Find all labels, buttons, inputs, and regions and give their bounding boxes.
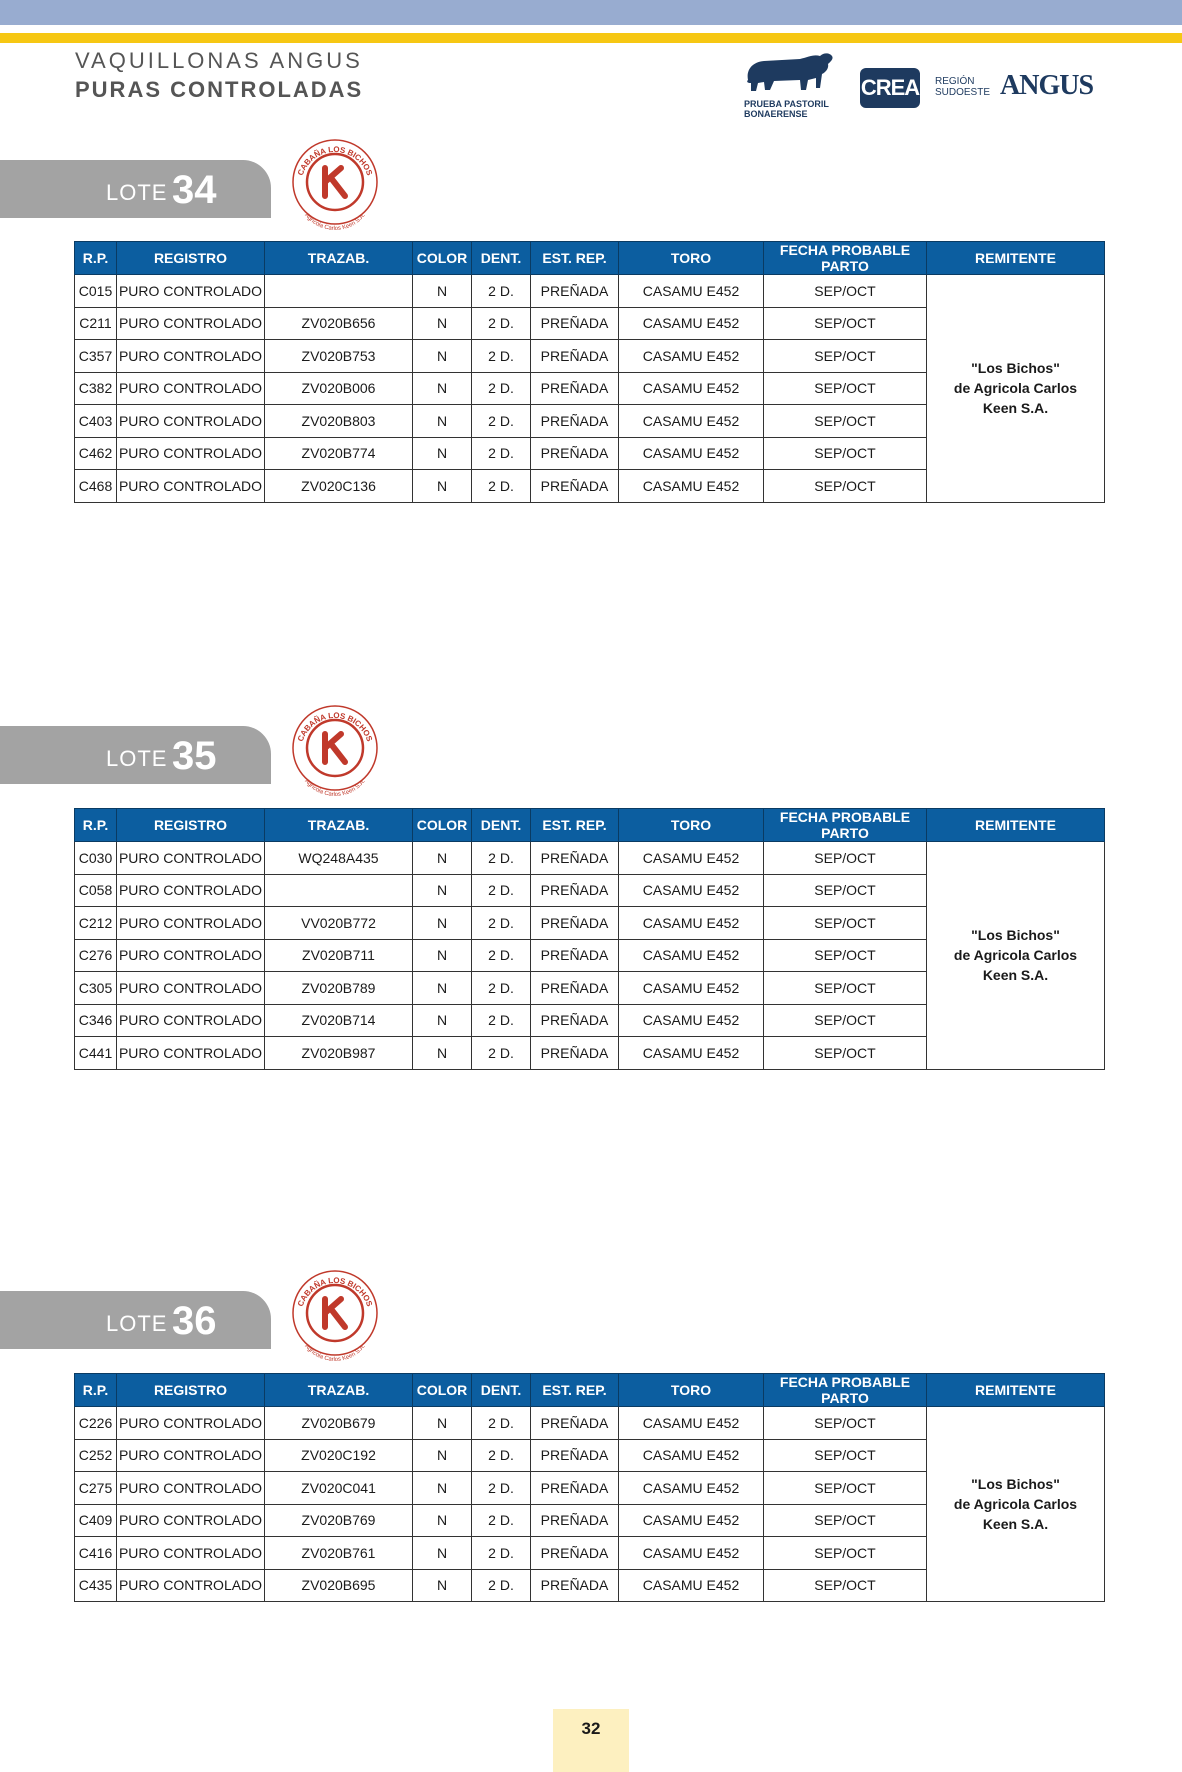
table-cell: 2 D. [472, 372, 531, 405]
table-cell: PREÑADA [531, 907, 619, 940]
table-cell: SEP/OCT [764, 1504, 927, 1537]
lot-table [74, 241, 1105, 503]
table-cell: SEP/OCT [764, 907, 927, 940]
table-cell: N [413, 340, 472, 373]
table-cell: PURO CONTROLADO [117, 907, 265, 940]
table-cell: C403 [75, 405, 117, 438]
lote-number: 34 [172, 168, 217, 212]
bull-logo-icon [740, 50, 836, 102]
column-header: TORO [619, 809, 764, 842]
column-header: REGISTRO [117, 809, 265, 842]
table-cell: C058 [75, 874, 117, 907]
table-cell: PURO CONTROLADO [117, 1472, 265, 1505]
table-cell: 2 D. [472, 842, 531, 875]
lote-label: LOTE [106, 1311, 168, 1336]
table-cell: CASAMU E452 [619, 1439, 764, 1472]
column-header: TORO [619, 242, 764, 275]
table-cell: 2 D. [472, 939, 531, 972]
table-cell: PURO CONTROLADO [117, 939, 265, 972]
table-cell: C015 [75, 275, 117, 308]
table-cell: PREÑADA [531, 1439, 619, 1472]
table-cell: C226 [75, 1407, 117, 1440]
page-number: 32 [581, 1719, 601, 1738]
table-cell: SEP/OCT [764, 1407, 927, 1440]
table-cell: C211 [75, 307, 117, 340]
table-cell: C346 [75, 1004, 117, 1037]
table-cell: SEP/OCT [764, 1004, 927, 1037]
table-cell: SEP/OCT [764, 842, 927, 875]
table-cell: CASAMU E452 [619, 1004, 764, 1037]
table-cell: ZV020B769 [265, 1504, 413, 1537]
table-cell: CASAMU E452 [619, 907, 764, 940]
table-header-row [75, 242, 1105, 275]
table-cell: C441 [75, 1037, 117, 1070]
table-cell: N [413, 437, 472, 470]
table-cell: PURO CONTROLADO [117, 842, 265, 875]
table-cell: PREÑADA [531, 1569, 619, 1602]
lote-tab [0, 1291, 271, 1349]
table-cell: C357 [75, 340, 117, 373]
table-cell: 2 D. [472, 1504, 531, 1537]
remitente-line: "Los Bichos" [971, 927, 1060, 944]
table-cell: 2 D. [472, 340, 531, 373]
remitente-line: de Agricola Carlos [953, 380, 1078, 397]
column-header: REGISTRO [117, 242, 265, 275]
lot-table [74, 808, 1105, 1070]
table-cell [265, 874, 413, 907]
table-cell: C252 [75, 1439, 117, 1472]
table-cell: PREÑADA [531, 1504, 619, 1537]
table-cell: PURO CONTROLADO [117, 1004, 265, 1037]
column-header: FECHA PROBABLE PARTO [764, 1374, 927, 1407]
table-cell: PURO CONTROLADO [117, 372, 265, 405]
table-cell: N [413, 1037, 472, 1070]
table-cell: CASAMU E452 [619, 842, 764, 875]
svg-text:Agrícola Carlos Keen S.A.: Agrícola Carlos Keen S.A. [303, 212, 367, 233]
table-cell: CASAMU E452 [619, 1537, 764, 1570]
table-cell: N [413, 275, 472, 308]
table-cell: CASAMU E452 [619, 1569, 764, 1602]
yellow-stripe [0, 33, 1182, 43]
table-cell: C435 [75, 1569, 117, 1602]
table-cell: 2 D. [472, 470, 531, 503]
table-cell: ZV020B761 [265, 1537, 413, 1570]
table-cell: 2 D. [472, 405, 531, 438]
column-header: FECHA PROBABLE PARTO [764, 242, 927, 275]
table-cell: PREÑADA [531, 372, 619, 405]
table-cell: PREÑADA [531, 340, 619, 373]
column-header: EST. REP. [531, 242, 619, 275]
svg-text:Agrícola Carlos Keen S.A.: Agrícola Carlos Keen S.A. [303, 1343, 367, 1364]
table-cell: PURO CONTROLADO [117, 275, 265, 308]
column-header: TORO [619, 1374, 764, 1407]
remitente-line: Keen S.A. [982, 967, 1049, 984]
table-cell: N [413, 1407, 472, 1440]
table-cell: N [413, 1504, 472, 1537]
table-cell: C030 [75, 842, 117, 875]
table-cell: ZV020B753 [265, 340, 413, 373]
table-cell: PREÑADA [531, 1472, 619, 1505]
table-cell: 2 D. [472, 874, 531, 907]
column-header: COLOR [413, 809, 472, 842]
table-cell: PURO CONTROLADO [117, 437, 265, 470]
region-logo-text: REGIÓN SUDOESTE [935, 76, 991, 98]
table-cell: N [413, 842, 472, 875]
table-cell: PREÑADA [531, 1537, 619, 1570]
table-cell: PREÑADA [531, 437, 619, 470]
lote-tab [0, 726, 271, 784]
table-cell: N [413, 907, 472, 940]
sponsor-logos [740, 50, 1110, 122]
cabana-seal-icon [285, 702, 385, 802]
table-cell: CASAMU E452 [619, 307, 764, 340]
column-header: EST. REP. [531, 809, 619, 842]
table-cell: N [413, 874, 472, 907]
table-cell: PURO CONTROLADO [117, 1037, 265, 1070]
table-cell: SEP/OCT [764, 340, 927, 373]
remitente-cell [927, 275, 1105, 503]
svg-text:Agrícola Carlos Keen S.A.: Agrícola Carlos Keen S.A. [303, 778, 367, 799]
page-title-line2: PURAS CONTROLADAS [75, 77, 364, 102]
table-cell: CASAMU E452 [619, 874, 764, 907]
column-header: FECHA PROBABLE PARTO [764, 809, 927, 842]
table-cell: CASAMU E452 [619, 939, 764, 972]
table-cell: PREÑADA [531, 939, 619, 972]
table-cell: PURO CONTROLADO [117, 1537, 265, 1570]
table-cell: N [413, 1004, 472, 1037]
column-header: R.P. [75, 809, 117, 842]
table-cell: C409 [75, 1504, 117, 1537]
table-cell: WQ248A435 [265, 842, 413, 875]
table-cell: ZV020C136 [265, 470, 413, 503]
table-cell: ZV020B987 [265, 1037, 413, 1070]
table-cell: C416 [75, 1537, 117, 1570]
remitente-line: "Los Bichos" [971, 360, 1060, 377]
table-cell: SEP/OCT [764, 275, 927, 308]
lote-label: LOTE [106, 746, 168, 771]
crea-logo: CREA [860, 68, 920, 108]
table-cell: PREÑADA [531, 842, 619, 875]
table-cell: N [413, 939, 472, 972]
table-cell: PURO CONTROLADO [117, 307, 265, 340]
column-header: DENT. [472, 809, 531, 842]
remitente-line: Keen S.A. [982, 400, 1049, 417]
table-cell: N [413, 1537, 472, 1570]
svg-text:CABAÑA LOS BICHOS: CABAÑA LOS BICHOS [295, 1275, 375, 1308]
svg-text:CABAÑA LOS BICHOS: CABAÑA LOS BICHOS [295, 144, 375, 177]
remitente-line: Keen S.A. [982, 1516, 1049, 1532]
cabana-seal-icon [285, 1267, 385, 1367]
angus-logo: ANGUS [1000, 70, 1094, 101]
table-cell: ZV020B714 [265, 1004, 413, 1037]
table-cell: PREÑADA [531, 275, 619, 308]
table-header-row [75, 809, 1105, 842]
table-cell: SEP/OCT [764, 1537, 927, 1570]
lote-tab [0, 160, 271, 218]
table-cell: SEP/OCT [764, 470, 927, 503]
table-cell: 2 D. [472, 1439, 531, 1472]
table-cell: SEP/OCT [764, 939, 927, 972]
table-cell: 2 D. [472, 275, 531, 308]
table-cell: PREÑADA [531, 405, 619, 438]
table-cell: CASAMU E452 [619, 1037, 764, 1070]
table-cell: PREÑADA [531, 1004, 619, 1037]
remitente-line: de Agricola Carlos [953, 947, 1078, 964]
table-cell: CASAMU E452 [619, 1472, 764, 1505]
column-header: REMITENTE [927, 1374, 1105, 1407]
cabana-seal-icon [285, 136, 385, 236]
table-cell: 2 D. [472, 1569, 531, 1602]
table-cell: SEP/OCT [764, 405, 927, 438]
table-cell: ZV020B774 [265, 437, 413, 470]
column-header: EST. REP. [531, 1374, 619, 1407]
table-cell: PREÑADA [531, 307, 619, 340]
remitente-cell [927, 1407, 1105, 1602]
table-cell: ZV020B711 [265, 939, 413, 972]
table-cell: ZV020B656 [265, 307, 413, 340]
table-cell: N [413, 307, 472, 340]
table-header-row [75, 1374, 1105, 1407]
table-cell: SEP/OCT [764, 1569, 927, 1602]
table-cell: SEP/OCT [764, 1439, 927, 1472]
table-cell: PURO CONTROLADO [117, 874, 265, 907]
table-cell: SEP/OCT [764, 1037, 927, 1070]
remitente-line: "Los Bichos" [971, 1476, 1060, 1492]
table-cell: C468 [75, 470, 117, 503]
table-cell: N [413, 405, 472, 438]
table-cell: PURO CONTROLADO [117, 1439, 265, 1472]
table-cell: SEP/OCT [764, 307, 927, 340]
table-cell: ZV020C041 [265, 1472, 413, 1505]
table-cell: CASAMU E452 [619, 972, 764, 1005]
column-header: DENT. [472, 1374, 531, 1407]
remitente-line: de Agricola Carlos [953, 1496, 1078, 1512]
column-header: REMITENTE [927, 809, 1105, 842]
table-cell: PREÑADA [531, 470, 619, 503]
table-row [75, 1407, 1105, 1440]
lote-number: 36 [172, 1299, 217, 1343]
remitente-cell [927, 842, 1105, 1070]
table-cell: ZV020B803 [265, 405, 413, 438]
column-header: COLOR [413, 1374, 472, 1407]
column-header: R.P. [75, 242, 117, 275]
table-cell: N [413, 972, 472, 1005]
table-cell: PURO CONTROLADO [117, 1569, 265, 1602]
page-number-box [553, 1709, 629, 1772]
svg-text:CABAÑA LOS BICHOS: CABAÑA LOS BICHOS [295, 710, 375, 743]
table-cell: ZV020B789 [265, 972, 413, 1005]
table-cell: CASAMU E452 [619, 1504, 764, 1537]
table-cell: N [413, 1439, 472, 1472]
table-cell: SEP/OCT [764, 437, 927, 470]
column-header: REMITENTE [927, 242, 1105, 275]
table-cell: VV020B772 [265, 907, 413, 940]
table-cell: PREÑADA [531, 874, 619, 907]
table-cell: CASAMU E452 [619, 437, 764, 470]
lote-label: LOTE [106, 180, 168, 205]
lot-table [74, 1373, 1105, 1602]
column-header: COLOR [413, 242, 472, 275]
table-cell: CASAMU E452 [619, 340, 764, 373]
table-cell: 2 D. [472, 1037, 531, 1070]
table-cell: PURO CONTROLADO [117, 1504, 265, 1537]
table-row [75, 275, 1105, 308]
table-cell: 2 D. [472, 1407, 531, 1440]
table-cell: C305 [75, 972, 117, 1005]
column-header: TRAZAB. [265, 1374, 413, 1407]
table-cell: PREÑADA [531, 972, 619, 1005]
table-cell: PURO CONTROLADO [117, 405, 265, 438]
table-cell: C212 [75, 907, 117, 940]
table-cell: ZV020C192 [265, 1439, 413, 1472]
table-cell: PURO CONTROLADO [117, 972, 265, 1005]
table-cell: PURO CONTROLADO [117, 470, 265, 503]
table-cell: ZV020B006 [265, 372, 413, 405]
page-title-line1: VAQUILLONAS ANGUS [75, 48, 363, 73]
table-cell: SEP/OCT [764, 874, 927, 907]
table-cell: 2 D. [472, 1472, 531, 1505]
table-cell: 2 D. [472, 907, 531, 940]
table-cell: 2 D. [472, 437, 531, 470]
table-cell: ZV020B679 [265, 1407, 413, 1440]
column-header: R.P. [75, 1374, 117, 1407]
column-header: REGISTRO [117, 1374, 265, 1407]
table-cell: PREÑADA [531, 1037, 619, 1070]
table-cell: C275 [75, 1472, 117, 1505]
table-cell: C382 [75, 372, 117, 405]
table-cell: 2 D. [472, 972, 531, 1005]
table-cell: SEP/OCT [764, 372, 927, 405]
table-cell: CASAMU E452 [619, 405, 764, 438]
table-cell: N [413, 1569, 472, 1602]
table-cell: CASAMU E452 [619, 372, 764, 405]
table-cell: 2 D. [472, 1004, 531, 1037]
table-row [75, 842, 1105, 875]
table-cell: PREÑADA [531, 1407, 619, 1440]
table-cell: SEP/OCT [764, 972, 927, 1005]
table-cell: CASAMU E452 [619, 470, 764, 503]
table-cell: N [413, 470, 472, 503]
table-cell: ZV020B695 [265, 1569, 413, 1602]
table-cell: SEP/OCT [764, 1472, 927, 1505]
table-cell: CASAMU E452 [619, 1407, 764, 1440]
table-cell: PURO CONTROLADO [117, 1407, 265, 1440]
table-cell: C276 [75, 939, 117, 972]
column-header: TRAZAB. [265, 809, 413, 842]
table-cell: 2 D. [472, 1537, 531, 1570]
table-cell: N [413, 372, 472, 405]
ppb-logo-text: PRUEBA PASTORIL BONAERENSE [744, 99, 829, 119]
table-cell: CASAMU E452 [619, 275, 764, 308]
top-color-band [0, 0, 1182, 25]
lote-number: 35 [172, 734, 217, 778]
table-cell: N [413, 1472, 472, 1505]
column-header: TRAZAB. [265, 242, 413, 275]
table-cell: C462 [75, 437, 117, 470]
table-cell: PURO CONTROLADO [117, 340, 265, 373]
column-header: DENT. [472, 242, 531, 275]
table-cell [265, 275, 413, 308]
table-cell: 2 D. [472, 307, 531, 340]
